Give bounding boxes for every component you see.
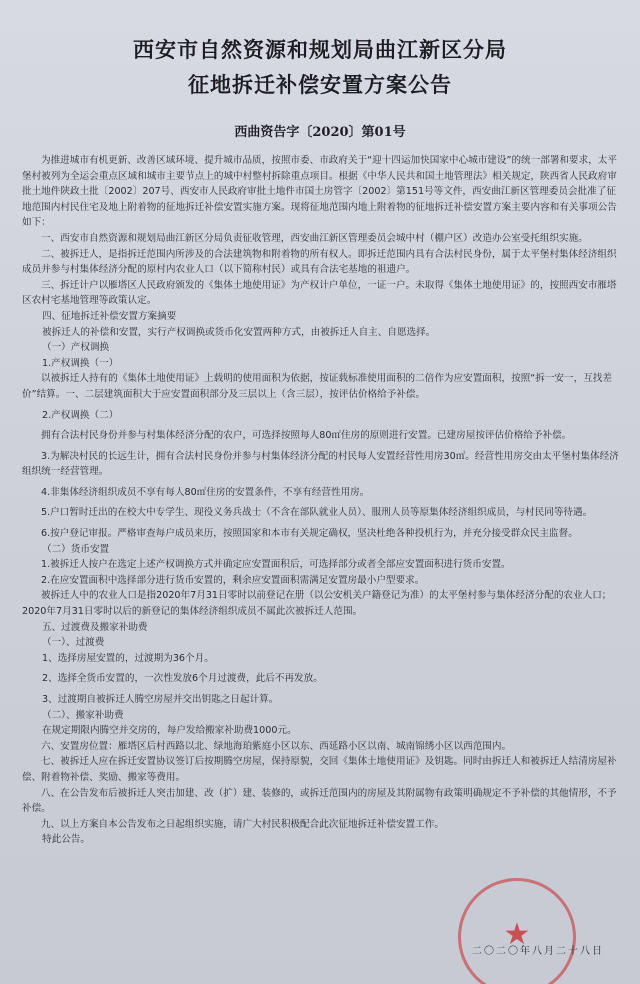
paragraph-exchange-1: 以被拆迁人持有的《集体土地使用证》上载明的使用面积为依据，按证载标准使用面积的二倍作为应安置面积，按照“拆一安一，互找差价”结算。一、二层建筑面积大于应安置面积部分及三层以上（含三层），按评估价格给予补偿。 — [22, 373, 612, 400]
paragraph-item-2: 二、被拆迁人，是指拆迁范围内所涉及的合法建筑物和附着物的所有权人。即拆迁范围内具有合法村民身份，属于太平堡村集体经济组织成员并参与村集体经济分配的原村内农业人口（以下简称村民）或具有合法宅基地的祖遗户。 — [22, 248, 617, 276]
subheading-property-exchange: （一）产权调换 — [42, 342, 110, 354]
title-line-1: 西安市自然资源和规划局曲江新区分局 — [133, 37, 507, 62]
paragraph-intro: 为推进城市有机更新、改善区域环境、提升城市品质，按照市委、市政府关于“迎十四运加快国家中心城市建设”的统一部署和要求，太平堡村被列为全运会重点区域和城市主要节点上的城中村整村拆除重点项目。根据《中华人民共和国土地管理法》相关规定，陕西省人民政府审批土地件陕政土批〔2002〕207号、西安市人民政府审批土地件市国土房管字〔2002〕第151号等文件，西安曲江新区管理委员会批准了征地范围内村民住宅及地上附着物的征地拆迁补偿安置实施方案。现将征地范围内地上附着物的征地拆迁补偿安置方案主要内容和有关事项公告如下： — [22, 155, 617, 229]
paragraph-monetary-2: 2.在应安置面积中选择部分进行货币安置的，剩余应安置面积需满足安置房最小户型要求。 — [41, 574, 425, 586]
paragraph-moving-allowance: 在规定期限内腾空并交房的，每户发给搬家补助费1000元。 — [42, 725, 297, 737]
paragraph-registration: 6.按户登记审报。严格审查每户成员来历，按照国家和本市有关规定确权，坚决杜绝各种投机行为，并充分接受群众民主监督。 — [41, 528, 578, 540]
issue-date: 二〇二〇年八月二十八日 — [472, 946, 604, 957]
subheading-exchange-2: 2.产权调换（二） — [42, 409, 119, 421]
seal-star-icon: ★ — [503, 917, 531, 952]
paragraph-temporary-residents: 5.户口暂时迁出的在校大中专学生、现役义务兵战士（不含在部队就业人员）、服刑人员等原集体经济组织成员，与村民同等待遇。 — [41, 507, 593, 519]
paragraph-population-definition: 被拆迁人中的农业人口是指2020年7月31日零时以前登记在册（以公安机关户籍登记为准）的太平堡村参与集体经济分配的农业人口；2020年7月31日零时以后的新登记的集体经济组织成员不属此次被拆迁人范围。 — [22, 590, 612, 618]
paragraph-transition-3: 3、过渡期自被拆迁人腾空房屋并交出钥匙之日起计算。 — [42, 694, 279, 705]
subheading-moving-allowance: （二）、搬家补助费 — [42, 709, 124, 721]
paragraph-non-member: 4.非集体经济组织成员不享有每人80㎡住房的安置条件，不享有经营性用房。 — [41, 486, 370, 498]
paragraph-item-6: 六、安置房位置：雁塔区后村西路以北、绿地海珀紫庭小区以东、西延路小区以南、城南锦绣小区以西范围内。 — [41, 740, 512, 752]
document-number: 西曲资告字〔2020〕第01号 — [234, 125, 406, 140]
paragraph-item-3: 三、拆迁计户以雁塔区人民政府颁发的《集体土地使用证》为产权计户单位，一证一户。未取得《集体土地使用证》的，按照西安市雁塔区农村宅基地管理等政策认定。 — [22, 279, 617, 307]
paragraph-business-housing: 3.为解决村民的长远生计，拥有合法村民身份并参与村集体经济分配的村民每人安置经营性用房30㎡。经营性用房交由太平堡村集体经济组织统一经营管理。 — [22, 450, 619, 478]
subheading-monetary: （二）货币安置 — [42, 543, 110, 555]
paragraph-exchange-2: 拥有合法村民身份并参与村集体经济分配的农户，可选择按照每人80㎡住房的原则进行安置。已建房屋按评估价格给予补偿。 — [41, 430, 572, 442]
paragraph-transition-1: 1、选择房屋安置的，过渡期为36个月。 — [42, 652, 214, 664]
paragraph-item-9: 九、以上方案自本公告发布之日起组织实施，请广大村民积极配合此次征地拆迁补偿安置工作。 — [41, 818, 444, 830]
title-line-2: 征地拆迁补偿安置方案公告 — [188, 72, 452, 97]
official-seal — [458, 878, 576, 984]
section-heading-4: 四、征地拆迁补偿安置方案摘要 — [42, 310, 177, 322]
section-heading-5: 五、过渡费及搬家补助费 — [42, 621, 148, 633]
paragraph-monetary-1: 1.被拆迁人按户在选定上述产权调换方式并确定应安置面积后，可选择部分或者全部应安置面积进行货币安置。 — [41, 559, 511, 571]
paragraph-item-1: 一、西安市自然资源和规划局曲江新区分局负责征收管理，西安曲江新区管理委员会城中村（棚户区）改造办公室受托组织实施。 — [41, 232, 588, 244]
notice-body — [22, 153, 622, 848]
paragraph-item-7: 七、被拆迁人应在拆迁安置协议签订后按期腾空房屋，保持原貌，交回《集体土地使用证》及钥匙。同时由拆迁人和被拆迁人结清房屋补偿、附着物补偿、奖励、搬家等费用。 — [22, 756, 617, 783]
paragraph-modes: 被拆迁人的补偿和安置，实行产权调换或货币化安置两种方式，由被拆迁人自主、自愿选择。 — [42, 326, 436, 338]
subheading-transition-fee: （一）、过渡费 — [42, 637, 105, 649]
paragraph-item-8: 八、在公告发布后被拆迁人突击加建、改（扩）建、装修的，或拆迁范围内的房屋及其附属物有政策明确规定不予补偿的其他情形，不予补偿。 — [22, 787, 617, 815]
paragraph-transition-2: 2、选择全货币安置的，一次性发放6个月过渡费，此后不再发放。 — [42, 673, 323, 685]
subheading-exchange-1: 1.产权调换（一） — [42, 357, 119, 369]
paragraph-closing: 特此公告。 — [42, 834, 90, 846]
